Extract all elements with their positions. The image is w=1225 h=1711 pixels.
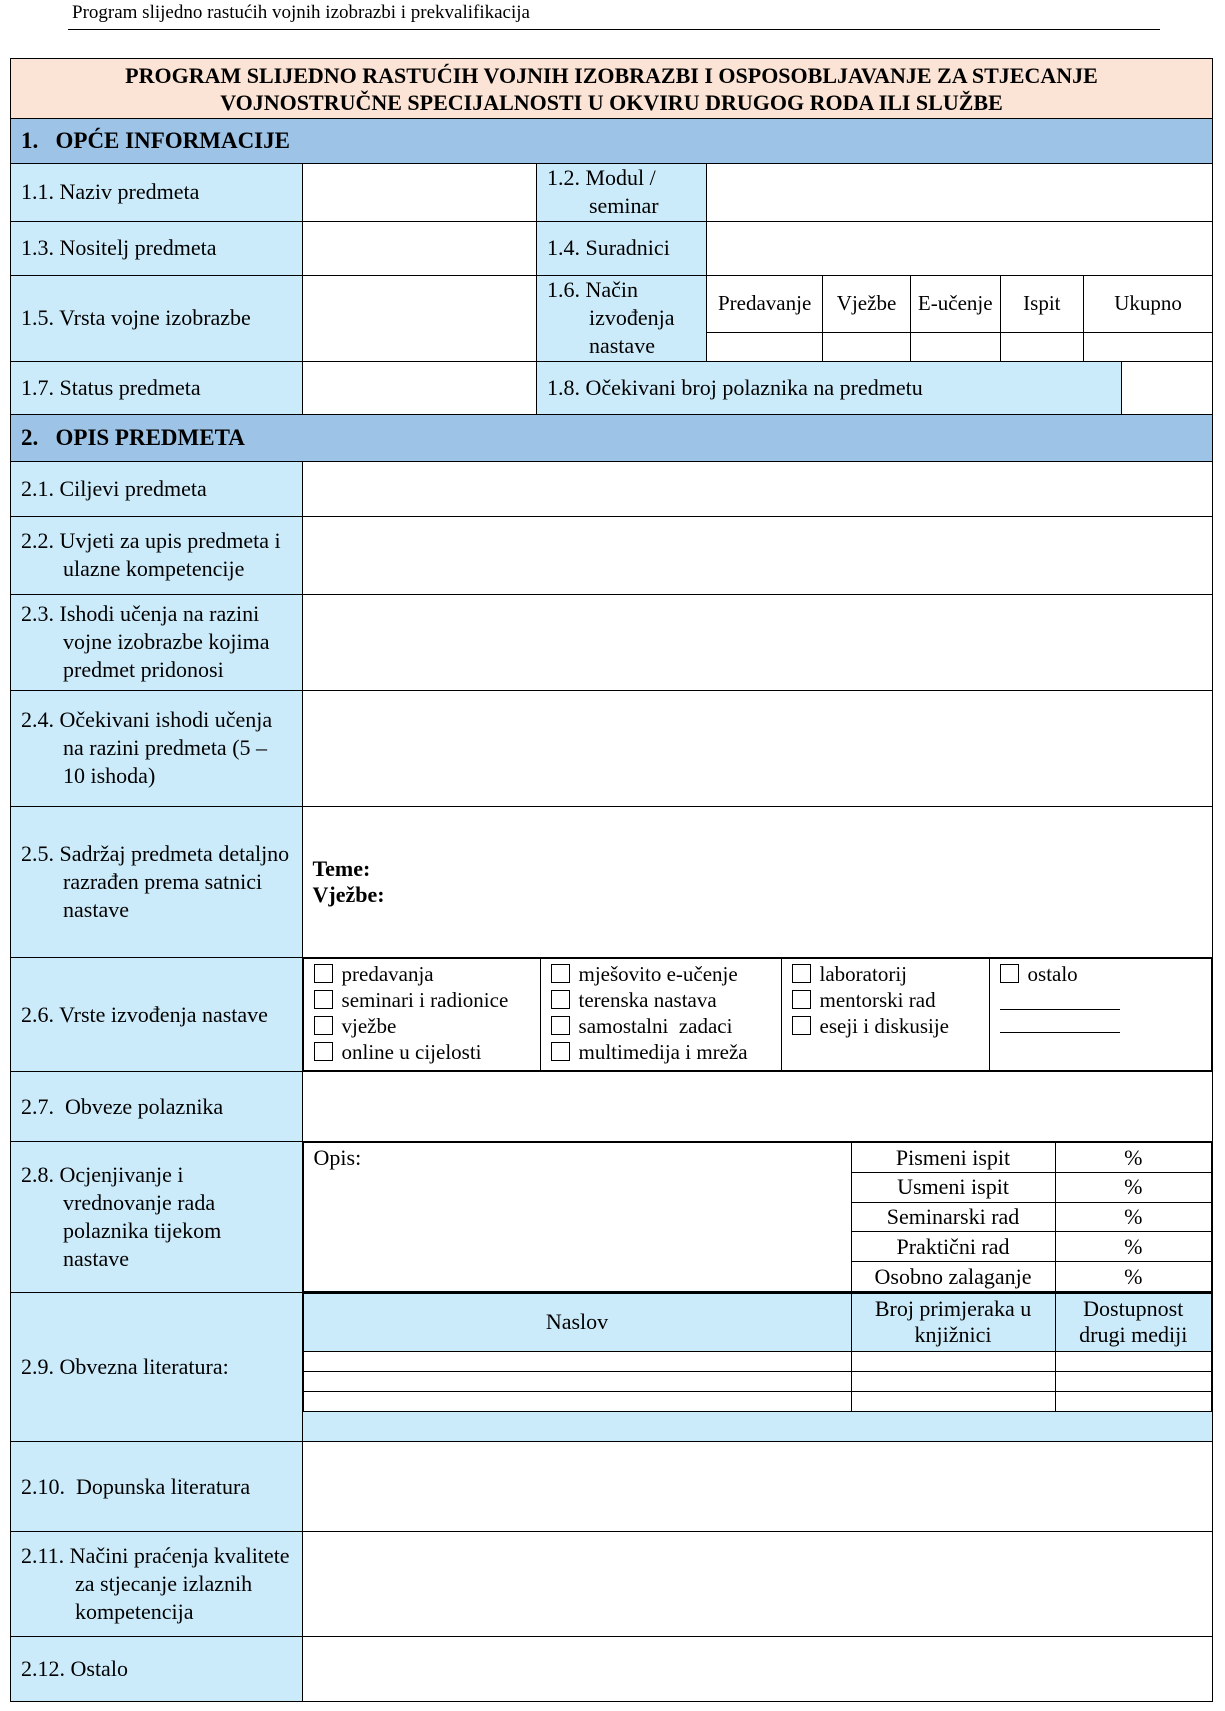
col-header-e-ucenje: E-učenje [910,275,1000,332]
input-vrsta-vojne-izobrazbe[interactable] [302,275,536,361]
checkbox-laboratorij[interactable] [792,964,811,983]
input-ukupno-hours[interactable] [1084,332,1213,361]
grading-input-prakticni-rad[interactable]: % [1055,1232,1211,1262]
label-ciljevi-predmeta: 2.1. Ciljevi predmeta [11,461,303,516]
input-obveze-polaznika[interactable] [302,1072,1212,1142]
col-header-ukupno: Ukupno [1084,275,1213,332]
checkbox-ostalo[interactable] [1000,964,1019,983]
option-ostalo[interactable]: ostalo [1000,961,1201,987]
option-vjezbe[interactable]: vježbe [314,1013,530,1039]
label-nacini-pracenja-kvalitete: 2.11. Načini praćenja kvalitete za stjecanje izlaznih kompetencija [11,1531,303,1636]
lit-row-2-naslov[interactable] [303,1371,851,1391]
label-ocekivani-broj-polaznika: 1.8. Očekivani broj polaznika na predmetu [536,362,1121,415]
ostalo-blank-line-2[interactable] [1000,1010,1120,1033]
section-2-heading: 2. OPIS PREDMETA [11,415,1213,462]
label-status-predmeta: 1.7. Status predmeta [11,362,303,415]
input-ishodi-ucenja-izobrazbe[interactable] [302,595,1212,691]
input-status-predmeta[interactable] [302,362,536,415]
checkbox-vjezbe[interactable] [314,1016,333,1035]
checkbox-mjesovito-e-ucenje[interactable] [551,964,570,983]
lit-header-naslov: Naslov [303,1293,851,1351]
option-samostalni-zadaci[interactable]: samostalni zadaci [551,1013,771,1039]
lit-row-3-broj[interactable] [851,1391,1055,1411]
label-nositelj-predmeta: 1.3. Nositelj predmeta [11,221,303,275]
checkbox-online-u-cijelosti[interactable] [314,1042,333,1061]
checkbox-predavanja[interactable] [314,964,333,983]
lit-row-3-dostupnost[interactable] [1055,1391,1211,1411]
teaching-methods-group [302,958,1212,1072]
input-sadrzaj-predmeta[interactable] [302,806,1212,958]
option-online-u-cijelosti[interactable]: online u cijelosti [314,1039,530,1065]
header-rule [68,29,1160,30]
teaching-methods-column-3 [781,959,989,1071]
grading-input-usmeni-ispit[interactable]: % [1055,1173,1211,1203]
lit-row-2-broj[interactable] [851,1371,1055,1391]
input-predavanje-hours[interactable] [707,332,823,361]
grading-label-prakticni-rad: Praktični rad [851,1232,1055,1262]
lit-footer-spacer-2 [851,1411,1055,1441]
lit-header-dostupnost: Dostupnost drugi mediji [1055,1293,1211,1351]
input-ciljevi-predmeta[interactable] [302,461,1212,516]
input-ostalo[interactable] [302,1636,1212,1701]
label-vrsta-vojne-izobrazbe: 1.5. Vrsta vojne izobrazbe [11,275,303,361]
input-ocekivani-broj-polaznika[interactable] [1122,362,1213,415]
option-eseji-i-diskusije[interactable]: eseji i diskusije [792,1013,979,1039]
teme-label: Teme: [312,855,371,881]
form-title-line1: PROGRAM SLIJEDNO RASTUĆIH VOJNIH IZOBRAZBI I OSPOSOBLJAVANJE ZA STJECANJE [125,62,1098,88]
lit-row-3-naslov[interactable] [303,1391,851,1411]
grading-label-pismeni-ispit: Pismeni ispit [851,1143,1055,1173]
grading-input-pismeni-ispit[interactable]: % [1055,1143,1211,1173]
input-naziv-predmeta[interactable] [302,163,536,221]
checkbox-multimedija-i-mreza[interactable] [551,1042,570,1061]
lit-row-1-broj[interactable] [851,1351,1055,1371]
teaching-methods-column-2 [540,959,781,1071]
label-nacin-izvodenja-nastave: 1.6. Način izvođenja nastave [536,275,706,361]
input-ocjenjivanje-opis[interactable] [303,1143,851,1292]
col-header-predavanje: Predavanje [707,275,823,332]
label-ocjenjivanje: 2.8. Ocjenjivanje i vrednovanje rada polaznika tijekom nastave [11,1142,303,1293]
grading-label-seminarski-rad: Seminarski rad [851,1202,1055,1232]
input-nacini-pracenja-kvalitete[interactable] [302,1531,1212,1636]
label-uvjeti-za-upis: 2.2. Uvjeti za upis predmeta i ulazne kompetencije [11,516,303,594]
teaching-methods-column-1 [303,959,540,1071]
col-header-vjezbe: Vježbe [823,275,911,332]
option-terenska-nastava[interactable]: terenska nastava [551,987,771,1013]
lit-row-2-dostupnost[interactable] [1055,1371,1211,1391]
label-ostalo: 2.12. Ostalo [11,1636,303,1701]
form-title [11,59,1213,119]
label-naziv-predmeta: 1.1. Naziv predmeta [11,163,303,221]
label-vrste-izvodenja-nastave: 2.6. Vrste izvođenja nastave [11,958,303,1072]
literature-group [302,1292,1212,1442]
lit-header-broj-primjeraka: Broj primjeraka u knjižnici [851,1293,1055,1351]
input-uvjeti-za-upis[interactable] [302,516,1212,594]
opis-label: Opis: [313,1145,362,1171]
input-suradnici[interactable] [707,221,1213,275]
checkbox-seminari-i-radionice[interactable] [314,990,333,1009]
input-nositelj-predmeta[interactable] [302,221,536,275]
option-multimedija-i-mreza[interactable]: multimedija i mreža [551,1039,771,1065]
course-program-form [10,58,1213,1702]
grading-input-osobno-zalaganje[interactable]: % [1055,1262,1211,1292]
lit-row-1-naslov[interactable] [303,1351,851,1371]
checkbox-eseji-i-diskusije[interactable] [792,1016,811,1035]
checkbox-mentorski-rad[interactable] [792,990,811,1009]
input-modul-seminar[interactable] [707,163,1213,221]
input-ispit-hours[interactable] [1000,332,1083,361]
form-title-line2: VOJNOSTRUČNE SPECIJALNOSTI U OKVIRU DRUGOG RODA ILI SLUŽBE [220,89,1003,115]
teaching-methods-column-4 [989,959,1211,1071]
label-sadrzaj-predmeta: 2.5. Sadržaj predmeta detaljno razrađen prema satnici nastave [11,806,303,958]
input-e-ucenje-hours[interactable] [910,332,1000,361]
col-header-ispit: Ispit [1000,275,1083,332]
option-laboratorij[interactable]: laboratorij [792,961,979,987]
grading-input-seminarski-rad[interactable]: % [1055,1202,1211,1232]
label-obvezna-literatura: 2.9. Obvezna literatura: [11,1292,303,1442]
input-dopunska-literatura[interactable] [302,1442,1212,1532]
option-mentorski-rad[interactable]: mentorski rad [792,987,979,1013]
lit-row-1-dostupnost[interactable] [1055,1351,1211,1371]
label-suradnici: 1.4. Suradnici [536,221,706,275]
option-seminari-i-radionice[interactable]: seminari i radionice [314,987,530,1013]
checkbox-samostalni-zadaci[interactable] [551,1016,570,1035]
label-obveze-polaznika: 2.7. Obveze polaznika [11,1072,303,1142]
lit-footer-spacer [303,1411,851,1441]
label-dopunska-literatura: 2.10. Dopunska literatura [11,1442,303,1532]
checkbox-terenska-nastava[interactable] [551,990,570,1009]
vjezbe-label: Vježbe: [312,881,385,907]
grading-group [302,1142,1212,1293]
label-modul-seminar: 1.2. Modul / seminar [536,163,706,221]
ostalo-blank-line-1[interactable] [1000,987,1120,1010]
option-predavanja[interactable]: predavanja [314,961,530,987]
option-mjesovito-e-ucenje[interactable]: mješovito e-učenje [551,961,771,987]
input-vjezbe-hours[interactable] [823,332,911,361]
grading-label-usmeni-ispit: Usmeni ispit [851,1173,1055,1203]
grading-label-osobno-zalaganje: Osobno zalaganje [851,1262,1055,1292]
input-ocekivani-ishodi-ucenja[interactable] [302,690,1212,806]
section-1-heading: 1. OPĆE INFORMACIJE [11,119,1213,164]
label-ishodi-ucenja-izobrazbe: 2.3. Ishodi učenja na razini vojne izobrazbe kojima predmet pridonosi [11,595,303,691]
running-header: Program slijedno rastućih vojnih izobrazbi i prekvalifikacija [72,2,530,23]
label-ocekivani-ishodi-ucenja: 2.4. Očekivani ishodi učenja na razini predmeta (5 – 10 ishoda) [11,690,303,806]
lit-footer-spacer-3 [1055,1411,1211,1441]
